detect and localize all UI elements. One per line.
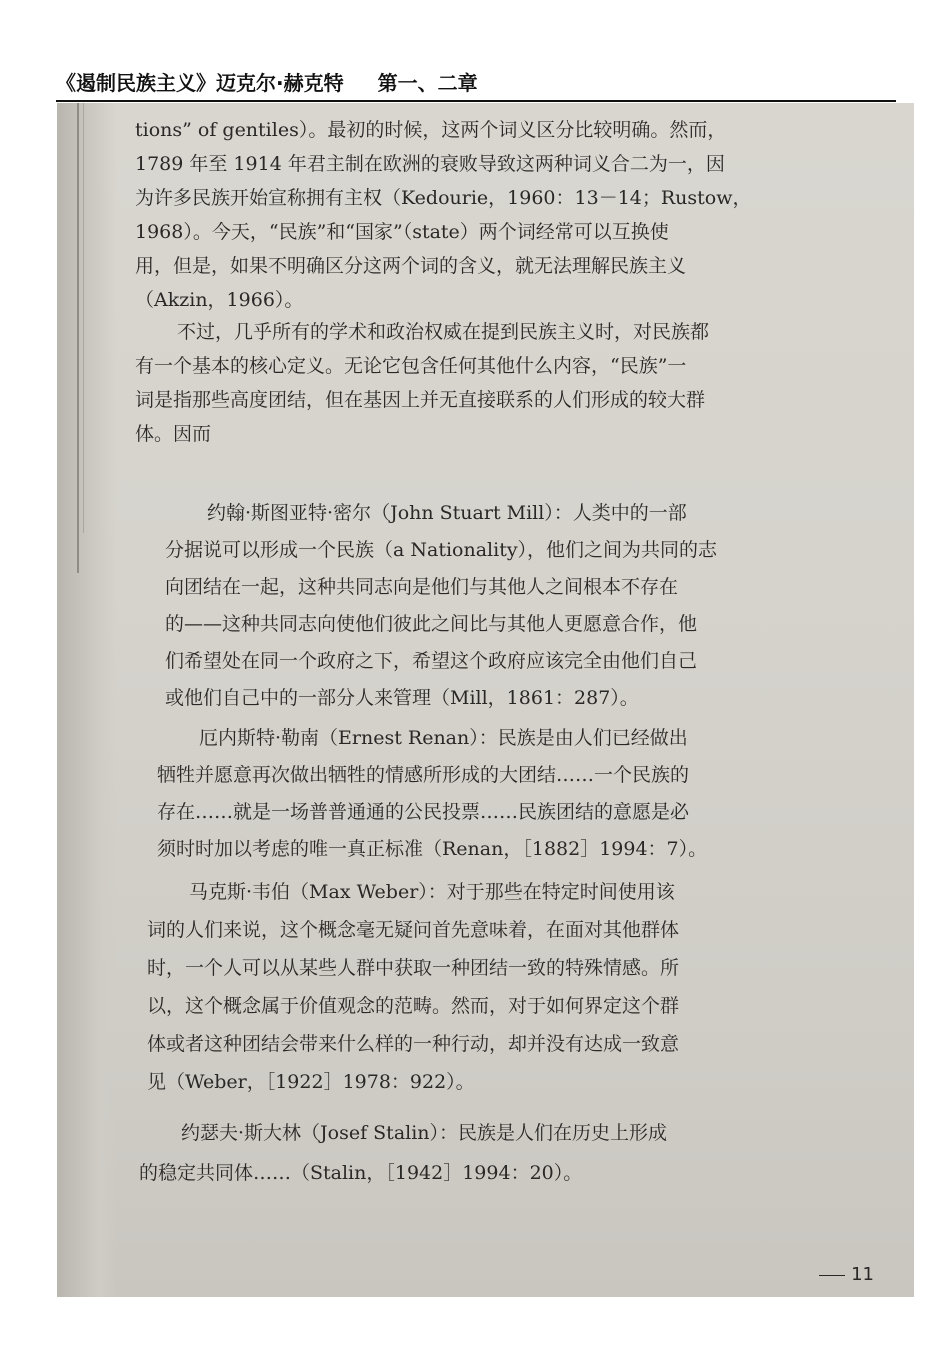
chapter-label: 第一、二章 xyxy=(377,71,478,95)
text-line: 见（Weber，［1922］1978：922）。 xyxy=(147,1071,475,1093)
text-line: 不过，几乎所有的学术和政治权威在提到民族主义时，对民族都 xyxy=(177,321,710,343)
quote-weber xyxy=(147,873,679,1101)
text-line: 约瑟夫·斯大林（Josef Stalin）：民族是人们在历史上形成 xyxy=(181,1122,668,1144)
text-line: 体。因而 xyxy=(135,423,212,445)
text-line: 牺牲并愿意再次做出牺牲的情感所形成的大团结……一个民族的 xyxy=(157,764,690,786)
text-line: 们希望处在同一个政府之下，希望这个政府应该完全由他们自己 xyxy=(165,650,698,672)
paragraph-2 xyxy=(135,315,815,451)
text-line: 1789 年至 1914 年君主制在欧洲的衰败导致这两种词义合二为一，因 xyxy=(135,153,725,175)
quote-renan xyxy=(157,720,707,868)
text-line: 约翰·斯图亚特·密尔（John Stuart Mill）：人类中的一部 xyxy=(207,502,687,524)
page-number-dash xyxy=(819,1275,845,1276)
text-line: 体或者这种团结会带来什么样的一种行动，却并没有达成一致意 xyxy=(147,1033,680,1055)
text-line: 马克斯·韦伯（Max Weber）：对于那些在特定时间使用该 xyxy=(189,881,675,903)
text-line: 词是指那些高度团结，但在基因上并无直接联系的人们形成的较大群 xyxy=(135,389,706,411)
gutter-line xyxy=(83,103,84,533)
text-line: 存在……就是一场普普通通的公民投票……民族团结的意愿是必 xyxy=(157,801,690,823)
text-line: 以，这个概念属于价值观念的范畴。然而，对于如何界定这个群 xyxy=(147,995,680,1017)
paragraph-1 xyxy=(135,113,815,317)
book-title: 《遏制民族主义》迈克尔·赫克特 xyxy=(56,71,344,95)
text-line: 分据说可以形成一个民族（a Nationality），他们之间为共同的志 xyxy=(165,539,718,561)
text-line: 厄内斯特·勒南（Ernest Renan）：民族是由人们已经做出 xyxy=(199,727,688,749)
book-gutter xyxy=(57,103,117,1297)
text-line: 时，一个人可以从某些人群中获取一种团结一致的特殊情感。所 xyxy=(147,957,680,979)
text-line: 的稳定共同体……（Stalin，［1942］1994：20）。 xyxy=(139,1162,583,1184)
text-line: tions” of gentiles）。最初的时候，这两个词义区分比较明确。然而， xyxy=(135,119,727,141)
text-line: 或他们自己中的一部分人来管理（Mill，1861：287）。 xyxy=(165,687,639,709)
document-header xyxy=(56,68,896,102)
page-number xyxy=(819,1264,874,1285)
quote-mill xyxy=(165,495,717,717)
text-line: 的——这种共同志向使他们彼此之间比与其他人更愿意合作，他 xyxy=(165,613,698,635)
text-line: 向团结在一起，这种共同志向是他们与其他人之间根本不存在 xyxy=(165,576,679,598)
page-number-value: 11 xyxy=(851,1264,874,1285)
gutter-line xyxy=(77,103,79,573)
text-line: 为许多民族开始宣称拥有主权（Kedourie，1960：13－14；Rustow， xyxy=(135,187,752,209)
text-line: 1968）。今天，“民族”和“国家”（state）两个词经常可以互换使 xyxy=(135,221,669,243)
text-line: 词的人们来说，这个概念毫无疑问首先意味着，在面对其他群体 xyxy=(147,919,680,941)
quote-stalin xyxy=(139,1113,667,1193)
text-line: 有一个基本的核心定义。无论它包含任何其他什么内容，“民族”一 xyxy=(135,355,687,377)
page-photo xyxy=(57,103,914,1297)
text-line: 用，但是，如果不明确区分这两个词的含义，就无法理解民族主义 xyxy=(135,255,687,277)
text-line: （Akzin，1966）。 xyxy=(135,289,304,311)
text-line: 须时时加以考虑的唯一真正标准（Renan，［1882］1994：7）。 xyxy=(157,838,708,860)
